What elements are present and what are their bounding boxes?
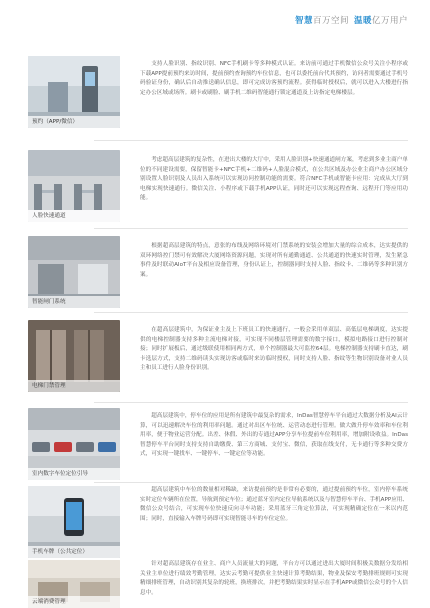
section-5-image <box>28 408 120 480</box>
section-3-caption: 智能闸门系统 <box>28 296 120 308</box>
divider <box>94 402 408 403</box>
header-slogan <box>295 14 408 26</box>
section-2-caption: 人脸快速通道 <box>28 210 120 222</box>
section-1-caption: 预约（APP/微信） <box>28 116 120 128</box>
slogan-word-2a: 温暖 <box>353 16 372 26</box>
section-4-image <box>28 320 120 392</box>
section-6-image <box>28 486 120 558</box>
section-7-image <box>28 560 120 608</box>
section-4-text: 在超高层建筑中，为保证业主及上下班员工的快速通行，一般会采用单双层、高低层电梯调度，达实提供的电梯控制器支持多种主流电梯对接，可实现不同楼层管理需要的数字接口，模拟电路接口进行控制对接；同时扩展板后，通过级联使用相同两方式，单个控制器最大可监控64层。电梯控制器支持刷卡直达，刷卡选层方式，支持二维码读头实现访客或临时来访临时授权，同时支持人脸、指纹等生物识别设备对业人员主和员工进行人脸身份识别。 <box>140 327 408 372</box>
section-7-text: 针对超高层建筑存在业主、商户人员流量大的问题，平台方可以通过进出大厦时间积极关数据分发给相关业主单位进行绩效考勤管理，达实云考勤可提供业主快速计算考勤结果，物业及保安考勤排班规则可实现精细排班管理，自动识别其复杂的轮班，换班排次，并把考勤结果实时显示在手机APP或微信公众号的个人信息中。 <box>140 561 408 596</box>
divider <box>94 482 408 483</box>
section-6-text: 超高层建筑中车位的数量相对稀缺，来访提前预约是非常有必要的，通过提前预约车位，室内停车系统实时定位车辆所在位置，导航到预定车位；通过蓝牙室内定位导航系统以及与智慧停车平台、手机APP应用、微信公众号结合，可实现车位快速反向寻车功能；采用蓝牙三角定位算法，可实现精确定位在一米以内范围；同时，直接输入车牌号码即可实现智能寻车的车位定位。 <box>140 487 408 522</box>
divider <box>94 228 408 229</box>
slogan-word-1b: 百万空间 <box>312 16 349 26</box>
section-2-image <box>28 150 120 222</box>
section-1-image <box>28 56 120 128</box>
divider <box>94 312 408 313</box>
section-3-text: 根据超高层建筑的特点，意张的布线及网络环境对门禁系统的安装会增加大量的综合成本，达实提供的双环网络控门禁可有效解决大厦网络资源问题，实现对所有通勤通道、公共通道的快速实时管理，发生紧急事件及时联动AIoT平台及相应设备管理，身份认证上，控制器同时支持人脸、指纹卡、二维码等多种识别方案。 <box>140 243 408 278</box>
section-6-caption: 手机车牌（公共定位） <box>28 546 120 558</box>
section-2-text: 考虑超高层建筑的复杂性，在进出大楼的大厅中，采用人脸识别+快速通道闸方案，考虑到多业主商户单位的不同建设需要，保留智能卡+NFC手机+二维码+人脸混合模式，在公共区域及办公业主商户办公区域分别设置人脸识别及人员出入系统可以实现访问控制功能的需要。符合NFC手机或智能卡应用：完成从大厅到电梯实现快速通行。微信关注、小程序或下载手机APP认证，同时还可以实现远程查询、远程开门等应用功能。 <box>140 157 408 202</box>
section-1-text: 支持人脸识别、指纹识别、NFC手机刷卡等多种模式认证。来访前可通过手机微信公众号关注小程序或下载APP提前预约来访时间，提前预约查询预约车位信息，也可以委托前台代其预约，访问者需要通过手机号码验证身份，确认后自动推送确认信息，即可完成访客预约流程。获得临时授权后，就可以进入大楼进行指定办公区域或场所。刷卡或刷脸、刷手机二维码智能通行锁定通道及上访指定电梯楼层。 <box>140 61 408 96</box>
slogan-word-2b: 亿万用户 <box>371 16 408 26</box>
section-3-image <box>28 236 120 308</box>
slogan-word-1a: 智慧 <box>294 16 313 26</box>
section-7-caption: 云端消费管理 <box>28 596 120 608</box>
section-5-caption: 室内数字车位定位引导 <box>28 468 120 480</box>
section-4-caption: 电梯门禁管理 <box>28 380 120 392</box>
divider <box>94 140 408 141</box>
section-5-text: 超高层建筑中，停车位的应用是所有建筑中最复杂的需求，InDas智慧停车平台通过大数据分析及AI云计算，可以迅速解决车位的利用率问题。通过对出区车位统、运营动态进行管理。做大做升停车效率和车位利用率，便于物业运营分配。出差、休假、外出的专通过APP分享车位提前车位利用率，增加附设收益。InDas智慧停车平台同时支持支持自助缴费、第三方商城、支付宝、微信，获取在线支付，无卡通行等多种交费方式，可实现一键找车、一键停车、一键定位等功能。 <box>140 413 408 458</box>
